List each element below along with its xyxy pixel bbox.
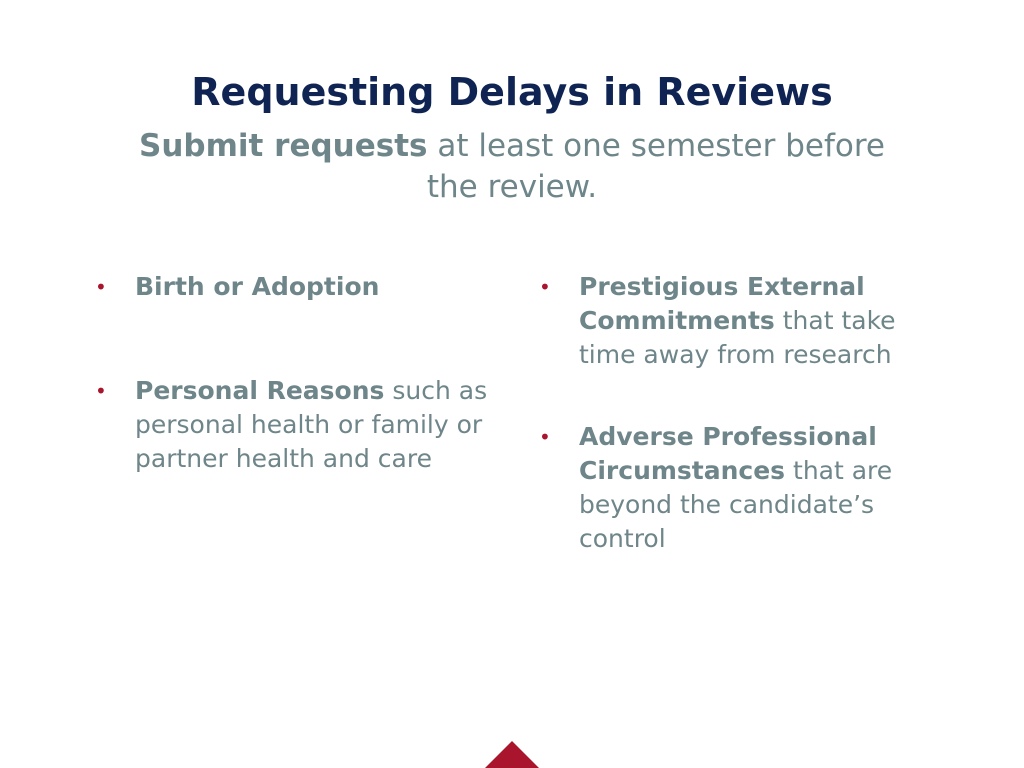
bullet-text: that take time away from research	[579, 306, 896, 369]
bullet-dot-icon: •	[539, 425, 551, 449]
bullet-text: such as personal health or family or partner health and care	[135, 376, 488, 473]
subtitle-text: at least one semester before the review.	[426, 128, 885, 205]
bullet-item-personal-reasons	[92, 374, 492, 476]
bullet-heading: Prestigious External Commitments	[579, 272, 865, 335]
bullet-heading: Personal Reasons	[135, 376, 385, 405]
right-bullet-list	[536, 270, 936, 556]
slide-title: Requesting Delays in Reviews	[191, 70, 833, 114]
bullet-heading: Birth or Adoption	[135, 272, 380, 301]
slide-subtitle	[112, 126, 912, 208]
bullet-item-birth-adoption	[92, 270, 492, 304]
red-triangle-icon	[485, 741, 539, 768]
bullet-dot-icon: •	[95, 379, 107, 403]
bullet-dot-icon: •	[95, 275, 107, 299]
bullet-dot-icon: •	[539, 275, 551, 299]
subtitle-emphasis: Submit requests	[139, 128, 428, 164]
bullet-text: that are beyond the candidate’s control	[579, 456, 893, 553]
bullet-item-adverse-circumstances	[536, 420, 936, 556]
left-bullet-list	[92, 270, 492, 476]
bullet-item-external-commitments	[536, 270, 936, 372]
bullet-heading: Adverse Professional Circumstances	[579, 422, 877, 485]
